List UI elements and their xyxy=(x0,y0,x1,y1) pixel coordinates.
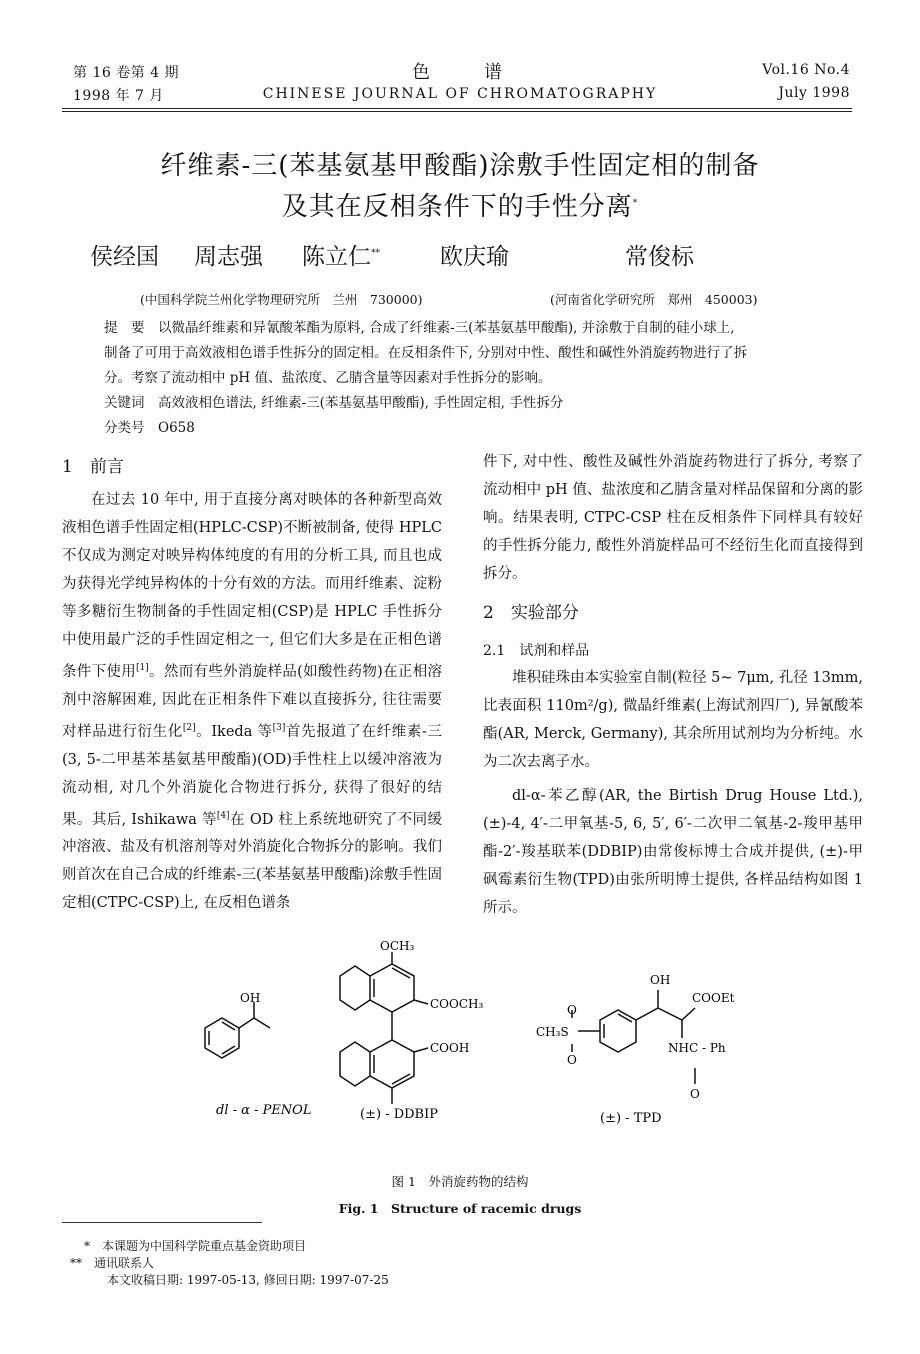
class-value: O658 xyxy=(158,420,195,436)
figure-1-structures xyxy=(160,940,760,1160)
classification xyxy=(104,416,834,441)
journal-en: CHINESE JOURNAL OF CHROMATOGRAPHY xyxy=(262,86,658,102)
author-3: 陈立仁** xyxy=(302,244,380,270)
ddbip-acid: COOH xyxy=(430,1041,470,1055)
keywords-label: 关键词 xyxy=(104,395,145,411)
title-footnote-mark: * xyxy=(632,198,639,209)
ref-4: [4] xyxy=(216,810,230,821)
header-rule xyxy=(62,108,852,109)
tpd-amide: NHC - Ph xyxy=(668,1041,726,1055)
section-1-paragraph-cont: 件下, 对中性、酸性及碱性外消旋药物进行了拆分, 考察了流动相中 pH 值、盐浓度和乙腈含量对样品保留和分离的影响。结果表明, CTPC-CSP 柱在反相条件下同样具有较好的手性拆分能力, 酸性外消旋样品可不经衍生化而直接得到拆分。 xyxy=(483,454,863,582)
author-4: 欧庆瑜 xyxy=(440,244,509,270)
volume-cn: 第 16 卷第 4 期 xyxy=(73,65,180,81)
tpd-label: (±) - TPD xyxy=(600,1111,662,1126)
header-rule-2 xyxy=(62,111,852,112)
affiliation-1: (中国科学院兰州化学物理研究所 兰州 730000) xyxy=(140,292,423,307)
tpd-ch3s: CH₃S xyxy=(536,1025,569,1039)
benzene-ring-1 xyxy=(205,1018,239,1058)
benzene-ring-3 xyxy=(370,1040,414,1088)
benzene-ring-4 xyxy=(600,1010,636,1052)
penol-oh: OH xyxy=(240,991,261,1005)
author-2: 周志强 xyxy=(194,244,263,270)
tpd-o1: O xyxy=(567,1003,577,1017)
keywords xyxy=(104,391,834,416)
ref-3: [3] xyxy=(272,722,286,733)
author-1: 侯经国 xyxy=(90,244,159,270)
tpd-o3: O xyxy=(690,1087,700,1101)
subsection-2-1: 2.1 试剂和样品 xyxy=(483,643,590,659)
figure-caption-en: Fig. 1 Structure of racemic drugs xyxy=(338,1201,582,1216)
paper-title-line1: 纤维素-三(苯基氨基甲酸酯)涂敷手性固定相的制备 xyxy=(160,151,760,181)
abstract-line-2: 制备了可用于高效液相色谱手性拆分的固定相。在反相条件下, 分别对中性、酸性和碱性外消旋药物进行了拆 xyxy=(104,345,748,361)
ddbip-ester: COOCH₃ xyxy=(430,997,484,1011)
ddbip-och3: OCH₃ xyxy=(380,940,415,953)
abstract-line-3: 分。考察了流动相中 pH 值、盐浓度、乙腈含量等因素对手性拆分的影响。 xyxy=(104,370,552,386)
abstract-label: 提 要 xyxy=(104,320,145,336)
tpd-ester: COOEt xyxy=(692,991,735,1005)
author-3-mark: ** xyxy=(371,248,380,259)
ddbip-label: (±) - DDBIP xyxy=(360,1107,438,1122)
author-5: 常俊标 xyxy=(625,244,694,270)
paper-title-line2: 及其在反相条件下的手性分离* xyxy=(281,192,639,222)
affiliation-2: (河南省化学研究所 郑州 450003) xyxy=(550,292,758,307)
journal-cn: 色 谱 xyxy=(412,62,508,83)
footnote-rule xyxy=(62,1222,262,1223)
footnote-2: ** 通讯联系人 xyxy=(70,1256,155,1270)
section-2-heading: 2 实验部分 xyxy=(483,603,579,623)
footnote-3: 本文收稿日期: 1997-05-13, 修回日期: 1997-07-25 xyxy=(107,1273,389,1287)
section-2-1-paragraph-1: 堆积硅珠由本实验室自制(粒径 5~ 7μm, 孔径 13mm, 比表面积 110m²/g), 微晶纤维素(上海试剂四厂), 异氰酸苯酯(AR, Merck, Germany), 其余所用试剂均为分析纯。水为二次去离子水。 xyxy=(483,670,863,770)
keywords-value: 高效液相色谱法, 纤维素-三(苯基氨基甲酸酯), 手性固定相, 手性拆分 xyxy=(158,395,564,411)
benzene-ring-2 xyxy=(370,964,414,1012)
ref-2: [2] xyxy=(182,722,196,733)
section-1-paragraph: 在过去 10 年中, 用于直接分离对映体的各种新型高效液相色谱手性固定相(HPLC-CSP)不断被制备, 使得 HPLC 不仅成为测定对映异构体纯度的有用的分析工具, 而且也成为获得光学纯异构体的十分有效的方法。而用纤维素、淀粉等多糖衍生物制备的手性固定相(CSP)是 HPLC 手性拆分中使用最广泛的手性固定相之一, 但它们大多是在正相色谱条件下使用[1]。然而有些外消旋样品(如酸性药物)在正相溶剂中溶解困难, 因此在正相条件下难以直接拆分, 往往需要对样品进行衍生化[2]。Ikeda 等[3]首先报道了在纤维素-三(3, 5-二甲基苯基氨基甲酸酯)(OD)手性柱上以缓冲溶液为流动相, 对几个外消旋化合物进行拆分, 获得了很好的结果。其后, Ishikawa 等[4]在 OD 柱上系统地研究了不同缓冲溶液、盐及有机溶剂等对外消旋化合物拆分的影响。我们则首次在自己合成的纤维素-三(苯基氨基甲酸酯)涂敷手性固定相(CTPC-CSP)上, 在反相色谱条 xyxy=(62,492,443,912)
tpd-o2: O xyxy=(567,1053,577,1067)
ref-1: [1] xyxy=(136,663,149,673)
section-2-1-paragraph-2: dl-α-苯乙醇(AR, the Birtish Drug House Ltd.), (±)-4, 4′-二甲氧基-5, 6, 5′, 6′-二次甲二氧基-2-羧甲基甲酯-2′-羧基联苯(DDBIP)由常俊标博士合成并提供, (±)-甲砜霉素衍生物(TPD)由张所明博士提供, 各样品结构如图 1 所示。 xyxy=(483,788,863,916)
tpd-oh: OH xyxy=(650,973,671,987)
section-1-heading: 1 前言 xyxy=(62,457,124,477)
abstract-line-1: 以微晶纤维素和异氰酸苯酯为原料, 合成了纤维素-三(苯基氨基甲酸酯), 并涂敷于自制的硅小球上, xyxy=(158,320,735,336)
penol-label: dl - α - PENOL xyxy=(216,1103,312,1118)
volume-en: Vol.16 No.4 xyxy=(762,62,850,78)
figure-caption-cn: 图 1 外消旋药物的结构 xyxy=(391,1174,529,1189)
date-en: July 1998 xyxy=(778,85,850,101)
abstract xyxy=(104,316,834,441)
footnote-1: * 本课题为中国科学院重点基金资助项目 xyxy=(84,1239,307,1253)
date-cn: 1998 年 7 月 xyxy=(73,88,164,104)
class-label: 分类号 xyxy=(104,420,145,436)
